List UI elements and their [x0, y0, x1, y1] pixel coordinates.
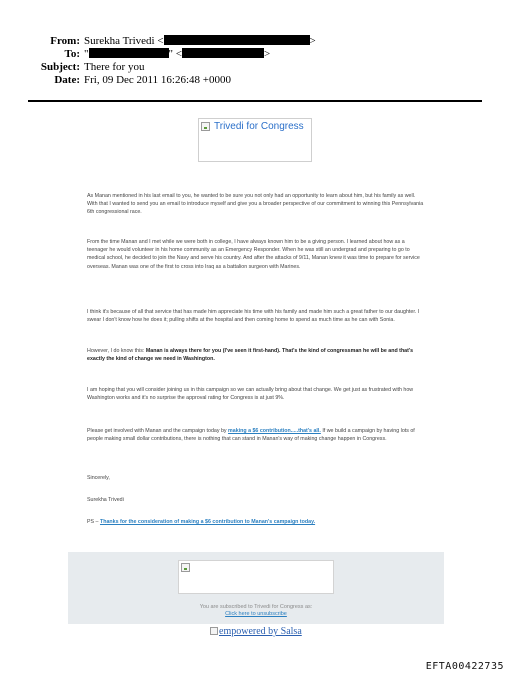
salsa-alt-text: empowered by Salsa: [219, 626, 302, 637]
postscript: [87, 518, 427, 526]
to-open: ": [84, 48, 89, 60]
signature: Surekha Trivedi: [87, 497, 124, 503]
body-paragraph-6: [87, 427, 427, 443]
redaction-bar: [89, 48, 169, 58]
banner-alt-text: Trivedi for Congress: [214, 121, 304, 132]
subject-label: Subject:: [40, 61, 80, 73]
to-value: [84, 48, 270, 60]
header-divider: [28, 100, 482, 102]
redaction-bar: [164, 35, 310, 45]
subscription-notice: You are subscribed to Trivedi for Congress as:: [199, 604, 313, 610]
p4-bold: Manan is always there for you (I've seen it first-hand). That's the kind of congressman he will be and that's exactly the kind of change we need in Washington.: [87, 348, 414, 363]
ps-contribution-link[interactable]: Thanks for the consideration of making a $6 contribution to Manan's campaign today.: [99, 519, 316, 525]
to-close: >: [263, 48, 271, 60]
body-paragraph-1: As Manan mentioned in his last email to you, he wanted to be sure you not only had an opportunity to learn about him, but his family as well. With that I wanted to send you an email to introduce myself and give you a broader perspective of our commitment to winning this Pennsylvania 6th congressional race.: [87, 193, 424, 216]
from-value: [84, 35, 316, 47]
body-paragraph-5: I am hoping that you will consider joining us in this campaign so we can actually bring about that change. We get just as frustrated with how Washington works and it's no surprise the approval rating for Congress is at just 9%.: [87, 387, 414, 402]
unsubscribe-link[interactable]: Click here to unsubscribe: [225, 611, 287, 617]
broken-image-icon: [210, 627, 218, 635]
campaign-banner-image[interactable]: [198, 118, 312, 162]
contribution-link[interactable]: making a $6 contribution.....that's all.: [228, 428, 321, 434]
p4-text: However, I do know this:: [87, 348, 146, 354]
from-name: Surekha Trivedi <: [84, 35, 164, 47]
body-paragraph-3: I think it's because of all that service that has made him appreciate his time with his family and made him such a great father to our daughter. I swear I don't know how he does it; pulling shifts at the hospital and then coming home to spend as much time as he can with Sonia.: [87, 309, 420, 324]
p6-text-end: If we build a campaign by having lots of people making small dollar contributions, there is nothing that can stand in Manan's way of making change happen in Congress.: [87, 428, 415, 443]
ps-prefix: PS –: [87, 519, 100, 525]
closing: Sincerely,: [87, 475, 110, 481]
body-paragraph-2: From the time Manan and I met while we were both in college, I have always known him to be a giving person. I learned about how as a teenager he would volunteer in his home community as an Emergency Responder. When he was still an undergrad and preparing to go to medical school, he decided to join the Navy and serve his country. And after the attacks of 9/11, Manan knew it was time to prepare for service overseas. Manan was one of the first to cross into Iraq as a battalion surgeon with Marines.: [87, 239, 420, 270]
to-label: To:: [64, 48, 80, 60]
body-paragraph-4: [87, 347, 427, 363]
date-value: Fri, 09 Dec 2011 16:26:48 +0000: [84, 74, 231, 86]
redaction-bar: [182, 48, 264, 58]
email-footer: [68, 552, 444, 624]
salsa-badge-link[interactable]: [210, 626, 302, 637]
p6-text-start: Please get involved with Manan and the campaign today by: [87, 428, 229, 434]
bates-number: EFTA00422735: [425, 661, 504, 672]
to-mid: " <: [168, 48, 182, 60]
footer-image: [178, 560, 334, 594]
date-label: Date:: [54, 74, 80, 86]
from-close: >: [309, 35, 316, 47]
broken-image-icon: [181, 563, 190, 572]
from-label: From:: [50, 35, 80, 47]
subject-value: There for you: [84, 61, 145, 73]
broken-image-icon: [201, 122, 210, 131]
